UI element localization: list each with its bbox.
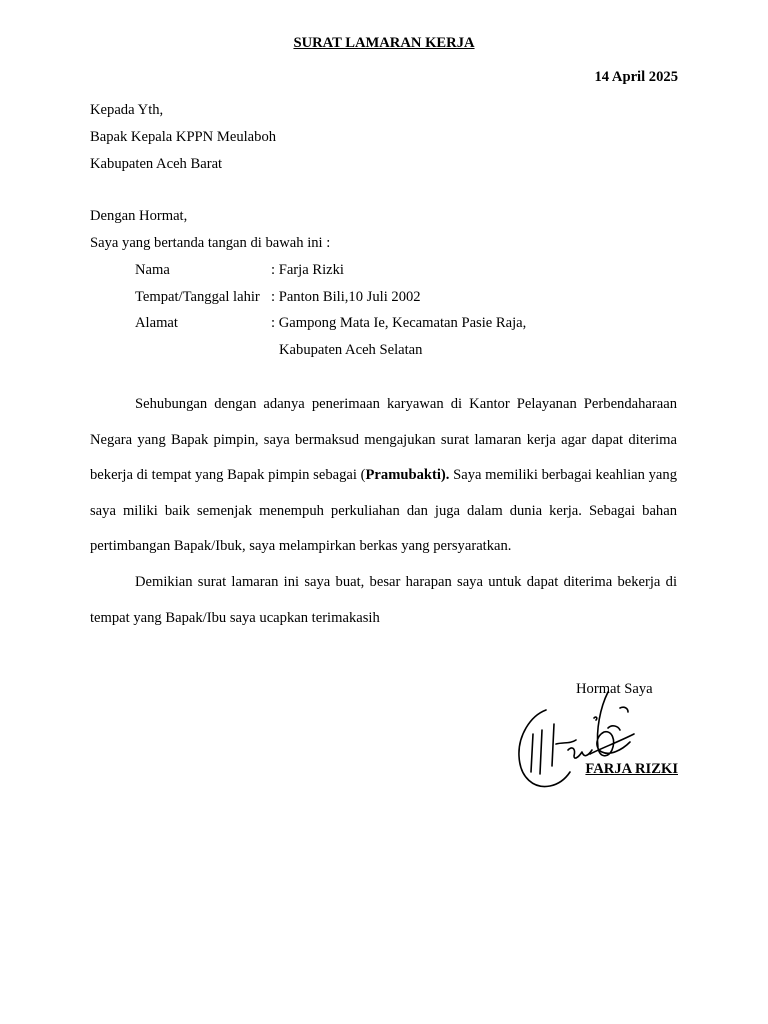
body-paragraph-2-text: Demikian surat lamaran ini saya buat, besar harapan saya untuk dapat diterima bekerja di tempat yang Bapak/Ibu saya ucapkan terimakasih xyxy=(90,574,677,626)
body-paragraph-2 xyxy=(90,565,677,636)
recipient-salutation: Kepada Yth, xyxy=(90,102,164,118)
field-value-nama: : Farja Rizki xyxy=(271,262,344,278)
field-label-ttl: Tempat/Tanggal lahir xyxy=(135,289,260,305)
field-value-alamat-continuation: Kabupaten Aceh Selatan xyxy=(279,342,423,358)
body-paragraph-1-part-1: Sehubungan dengan adanya penerimaan karyawan di Kantor Pelayanan Perbendaharaan Negara yang Bapak pimpin, saya bermaksud mengajukan surat lamaran kerja agar dapat diterima bekerja di tempat yang Bapak pimpin sebagai ( xyxy=(90,396,677,483)
signer-name: FARJA RIZKI xyxy=(585,761,678,777)
body-paragraph-1 xyxy=(90,387,677,565)
greeting: Dengan Hormat, xyxy=(90,208,188,224)
body-paragraph-1-part-2: Saya memiliki berbagai keahlian yang saya miliki baik semenjak menempuh perkuliahan dan juga dalam dunia kerja. Sebagai bahan pertimbangan Bapak/Ibuk, saya melampirkan berkas yang persyaratkan. xyxy=(90,467,677,554)
recipient-line-2: Kabupaten Aceh Barat xyxy=(90,156,223,172)
closing-text: Hormat Saya xyxy=(576,681,653,697)
letter-title: SURAT LAMARAN KERJA xyxy=(293,35,475,51)
field-value-alamat: : Gampong Mata Ie, Kecamatan Pasie Raja, xyxy=(271,315,527,331)
body-paragraph-1-bold: Pramubakti). xyxy=(365,467,450,483)
field-value-ttl: : Panton Bili,10 Juli 2002 xyxy=(271,289,421,305)
field-label-nama: Nama xyxy=(135,262,170,278)
letter-date: 14 April 2025 xyxy=(594,69,678,85)
recipient-line-1: Bapak Kepala KPPN Meulaboh xyxy=(90,129,277,145)
field-label-alamat: Alamat xyxy=(135,315,178,331)
intro-line: Saya yang bertanda tangan di bawah ini : xyxy=(90,235,331,251)
